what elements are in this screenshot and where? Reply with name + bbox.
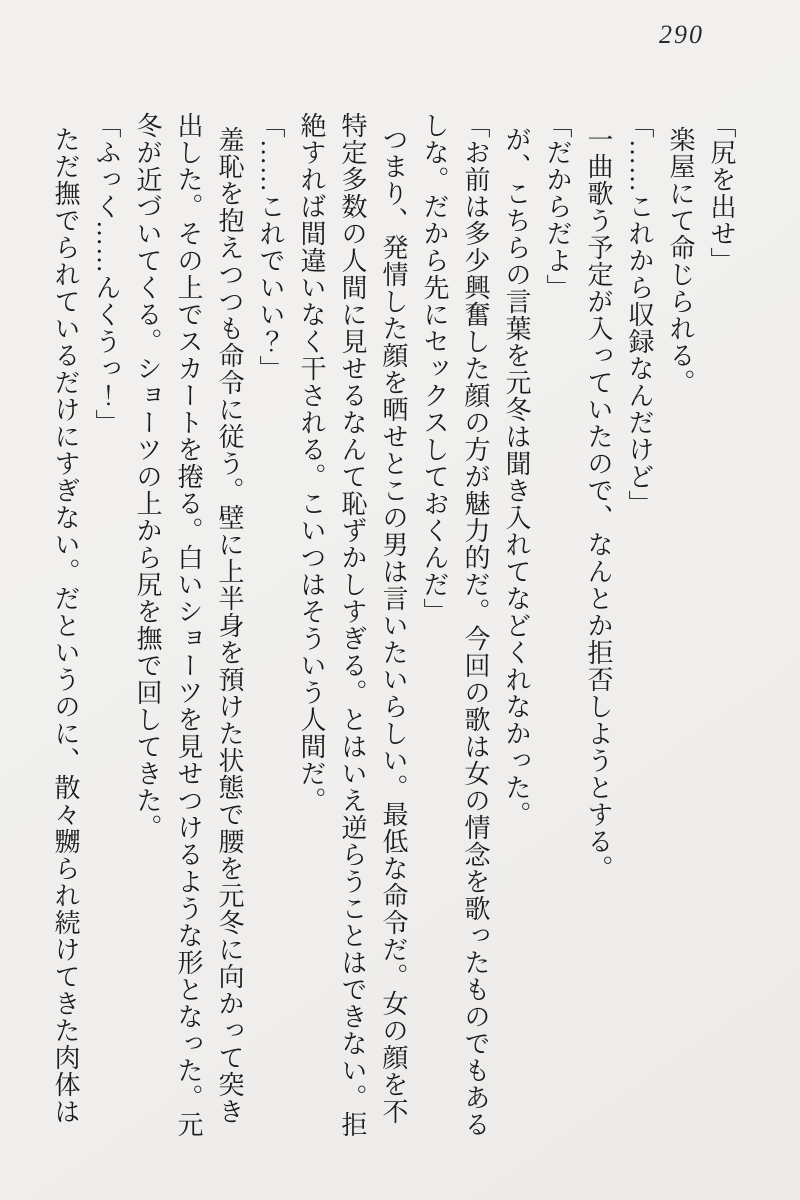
paragraph: 一曲歌う予定が入っていたので、なんとか拒否しようとする。 (584, 126, 613, 882)
paragraph: 「お前は多少興奮した顔の方が魅力的だ。今回の歌は女の情念を歌ったものでもあるしな。だから先にセックスしておくんだ」 (420, 112, 490, 1138)
paragraph: つまり、発情した顔を晒せとこの男は言いたいらしい。最低な命令だ。女の顔を不特定多数の人間に見せるなんて恥ずかしすぎる。とはいえ逆らうことはできない。拒絶すれば間違いなく干される。こいつはそういう人間だ。 (297, 112, 408, 1138)
paragraph: ただ撫でられているだけにすぎない。だというのに、散々嬲られ続けてきた肉体は (51, 126, 80, 1125)
paragraph: 楽屋にて命じられる。 (666, 126, 695, 396)
paragraph: 羞恥を抱えつつも命令に従う。壁に上半身を預けた状態で腰を元冬に向かって突き出した。その上でスカートを捲る。白いショーツを見せつけるような形となった。元冬が近づいてくる。ショーツの上から尻を撫で回してきた。 (133, 112, 244, 1138)
paragraph: 「……これでいい？」 (256, 112, 285, 382)
text-block (45, 112, 742, 1144)
paragraph: 「……これから収録なんだけど」 (625, 112, 654, 517)
paragraph: 「ふっく……んくうっ！」 (92, 112, 121, 436)
paragraph: 「だからだよ」 (543, 112, 572, 301)
paragraph: 「尻を出せ」 (707, 112, 736, 274)
paragraph: が、こちらの言葉を元冬は聞き入れてなどくれなかった。 (502, 126, 531, 828)
page-number: 290 (659, 20, 704, 49)
